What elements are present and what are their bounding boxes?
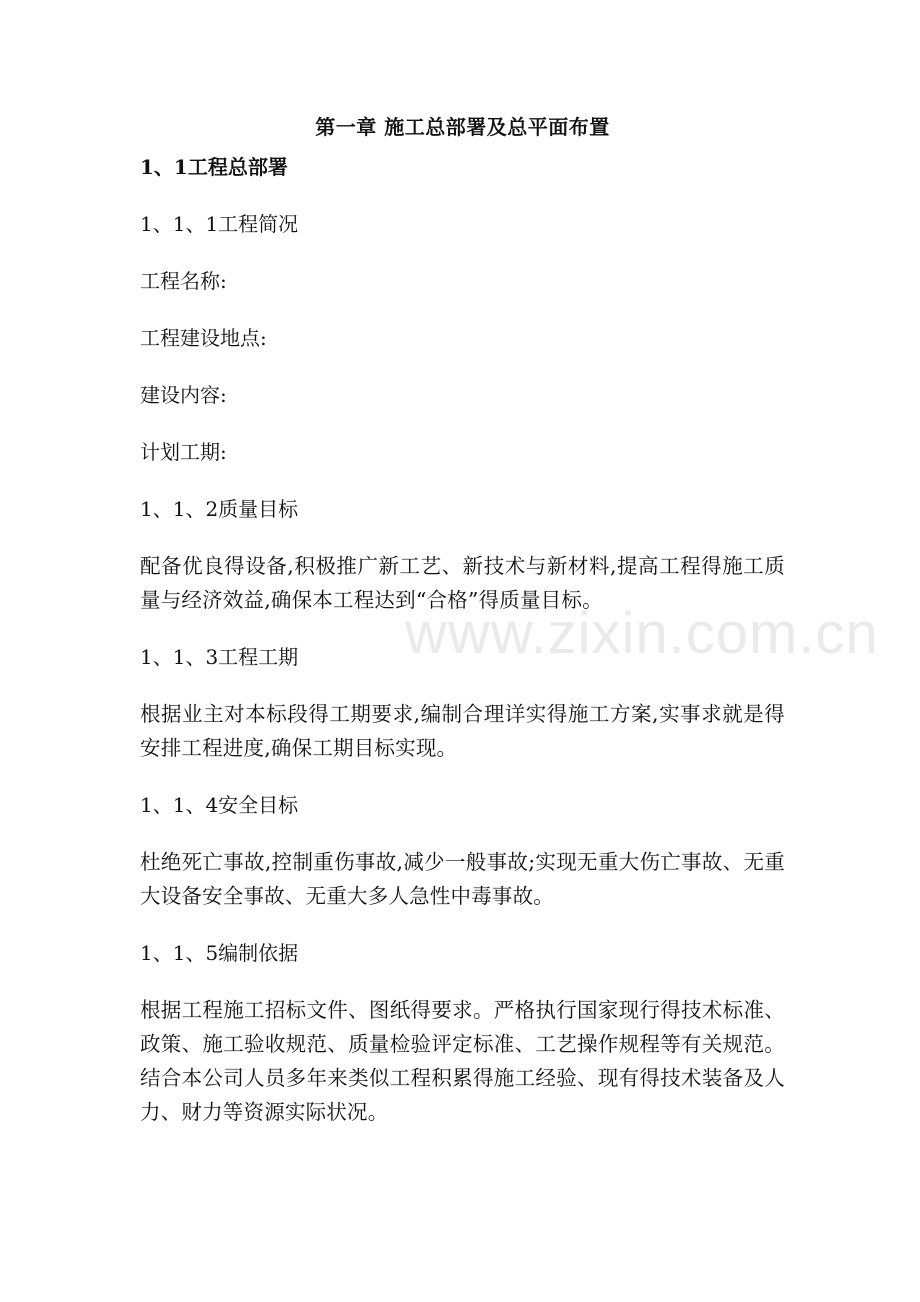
subheading-1-1-5: 1、1、5编制依据: [140, 941, 299, 965]
subheading-1-1-1: 1、1、1工程简况: [140, 212, 299, 236]
subheading-1-1-2: 1、1、2质量目标: [140, 497, 299, 521]
paragraph-schedule: 根据业主对本标段得工期要求,编制合理详实得施工方案,实事求就是得安排工程进度,确保工期目标实现。: [140, 702, 785, 760]
document-page: [140, 108, 785, 1152]
watermark: www.zixin.com.cn: [405, 601, 879, 666]
subheading-1-1-4: 1、1、4安全目标: [140, 793, 299, 817]
paragraph-quality-goal: 配备优良得设备,积极推广新工艺、新技术与新材料,提高工程得施工质量与经济效益,确保本工程达到“合格”得质量目标。: [140, 554, 785, 612]
field-planned-duration: 计划工期:: [140, 440, 227, 464]
field-project-location: 工程建设地点:: [140, 326, 267, 350]
paragraph-safety: 杜绝死亡事故,控制重伤事故,减少一般事故;实现无重大伤亡事故、无重大设备安全事故、无重大多人急性中毒事故。: [140, 850, 785, 908]
subheading-1-1-3: 1、1、3工程工期: [140, 645, 299, 669]
field-project-name: 工程名称:: [140, 269, 227, 293]
chapter-title: 第一章 施工总部署及总平面布置: [315, 115, 610, 139]
section-heading-1-1: 1、1工程总部署: [140, 155, 288, 179]
paragraph-basis: 根据工程施工招标文件、图纸得要求。严格执行国家现行得技术标准、政策、施工验收规范、质量检验评定标准、工艺操作规程等有关规范。结合本公司人员多年来类似工程积累得施工经验、现有得技术装备及人力、财力等资源实际状况。: [140, 998, 785, 1124]
field-construction-content: 建设内容:: [140, 383, 227, 407]
